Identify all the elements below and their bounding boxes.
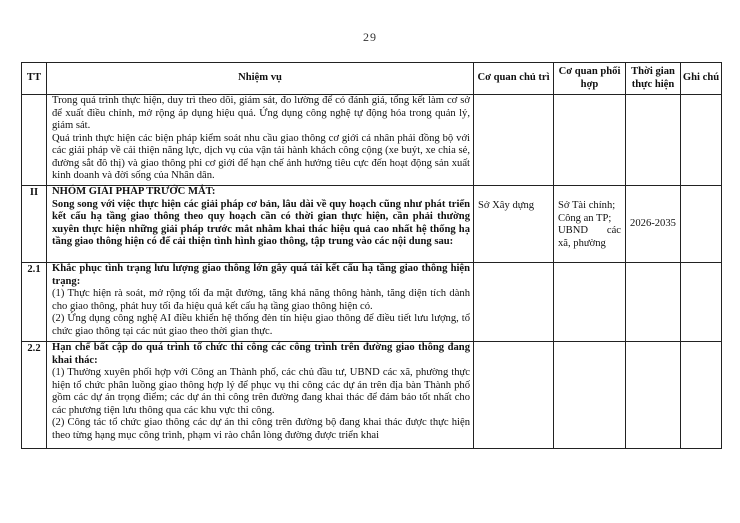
coop-agency-cell <box>554 186 626 263</box>
time-range: 2026-2035 <box>630 217 676 229</box>
table-header-row <box>22 63 722 95</box>
lead-agency: Sở Xây dựng <box>478 200 535 211</box>
task-paragraph: (2) Ứng dụng công nghệ AI điều khiển hệ thống đèn tín hiệu giao thông để điều tiết lưu lượng, tổ chức giao thông tại các nút giao theo thời gian thực. <box>52 313 470 337</box>
task-paragraph: Trong quá trình thực hiện, duy trì theo dõi, giám sát, đo lường để có đánh giá, tổng kết làm cơ sở để xuất điều chỉnh, mở rộng áp dụng hiệu quả. Ứng dụng công nghệ tự động hóa trong quản lý, giám sát. <box>52 95 470 131</box>
coop-agency-cell <box>554 342 626 449</box>
coop-agency-line: Sở Tài chính; <box>558 200 616 211</box>
task-paragraph: (2) Công tác tổ chức giao thông các dự án thi công trên đường bộ đang khai thác được thực hiện theo từng hạng mục công trình, phạm vi rào chắn lòng đường được triển khai <box>52 417 470 441</box>
coop-agency-word: UBND <box>558 225 589 236</box>
row-tt: 2.2 <box>22 342 47 449</box>
table-row <box>22 95 722 186</box>
time-cell <box>626 186 681 263</box>
page-number: 29 <box>363 30 377 44</box>
task-title: Hạn chế bất cập do quá trình tổ chức thi công các công trình trên đường giao thông đang khai thác: <box>52 342 470 366</box>
task-cell <box>47 263 474 342</box>
lead-agency-cell <box>474 263 554 342</box>
section-title: NHÓM GIẢI PHÁP TRƯỚC MẮT: <box>52 186 216 197</box>
task-cell <box>47 186 474 263</box>
header-coop-agency: Cơ quan phối hợp <box>554 63 626 95</box>
row-tt: 2.1 <box>22 263 47 342</box>
note-cell <box>681 95 722 186</box>
note-cell <box>681 186 722 263</box>
table-row <box>22 263 722 342</box>
time-cell <box>626 342 681 449</box>
coop-agency-line <box>558 225 621 238</box>
task-paragraph: Quá trình thực hiện các biện pháp kiểm soát nhu cầu giao thông cơ giới cá nhân phải đồng bộ với các giải pháp về cải thiện năng lực, dịch vụ của vận tải hành khách công cộng (xe buýt, xe chia sẻ, đường sắt đô thị) và giao thông phi cơ giới để hạn chế ảnh hưởng tiêu cực đến hoạt động sản xuất kinh doanh và đời sống của Nhân dân. <box>52 132 470 181</box>
header-note: Ghi chú <box>681 63 722 95</box>
header-task: Nhiệm vụ <box>47 63 474 95</box>
lead-agency-cell <box>474 342 554 449</box>
task-cell <box>47 95 474 186</box>
note-cell <box>681 342 722 449</box>
task-table <box>21 62 722 449</box>
lead-agency-cell <box>474 95 554 186</box>
coop-agency-line: xã, phường <box>558 237 606 249</box>
task-title: Khắc phục tình trạng lưu lượng giao thông lớn gây quá tải kết cấu hạ tầng giao thông hiện trạng: <box>52 263 470 287</box>
coop-agency-word: các <box>606 225 621 236</box>
header-tt: TT <box>22 63 47 95</box>
time-cell <box>626 95 681 186</box>
header-time: Thời gian thực hiện <box>626 63 681 95</box>
row-tt <box>22 95 47 186</box>
table-row <box>22 342 722 449</box>
coop-agency-cell <box>554 263 626 342</box>
section-body: Song song với việc thực hiện các giải pháp cơ bản, lâu dài về quy hoạch cũng như phát triển kết cấu hạ tầng giao thông theo quy hoạch cần có thời gian thực hiện, cần phải thường xuyên thực hiện những giải pháp trước mắt nhằm khai thác hiệu quả cao nhất hệ thống hạ tầng giao thông hiện có để cải thiện tình hình giao thông, tập trung vào các nội dung sau: <box>52 198 470 247</box>
task-cell <box>47 342 474 449</box>
coop-agency-cell <box>554 95 626 186</box>
note-cell <box>681 263 722 342</box>
time-cell <box>626 263 681 342</box>
coop-agency-line: Công an TP; <box>558 212 612 224</box>
table-row <box>22 186 722 263</box>
header-lead-agency: Cơ quan chủ trì <box>474 63 554 95</box>
lead-agency-cell <box>474 186 554 263</box>
task-paragraph: (1) Thường xuyên phối hợp với Công an Thành phố, các chủ đầu tư, UBND các xã, phường thực hiện tổ chức phân luồng giao thông hợp lý để phục vụ thi công các dự án trên địa bàn Thành phố gồm các dự án trọng điểm; các dự án thi công trên đường đang khai thác để đảm bảo tốt nhất cho các phương tiện lưu thông qua các khu vực thi công. <box>52 367 470 416</box>
task-paragraph: (1) Thực hiện rà soát, mở rộng tối đa mặt đường, tăng khả năng thông hành, tăng diện tích dành cho giao thông, phát huy tối đa hiệu quả kết cấu hạ tầng giao thông hiện có. <box>52 288 470 312</box>
row-tt: II <box>22 186 47 263</box>
